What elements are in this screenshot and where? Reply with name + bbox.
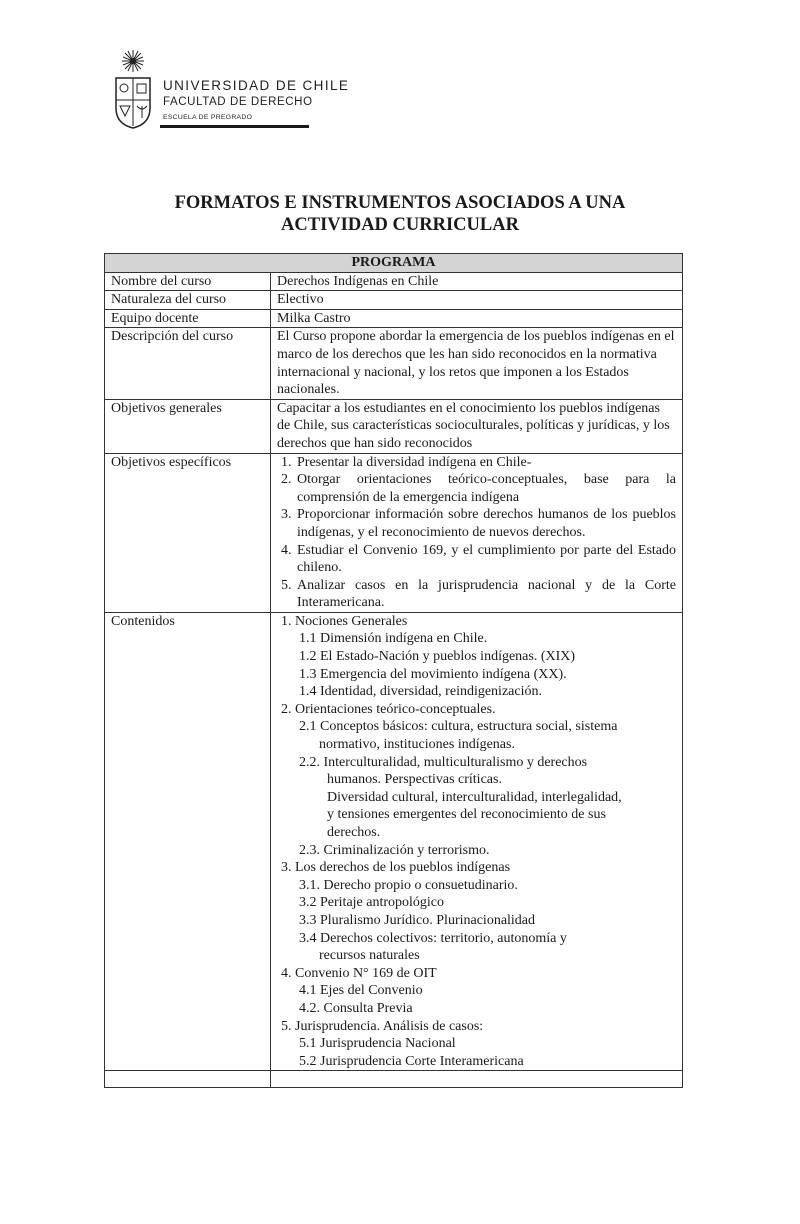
university-emblem-icon	[108, 48, 158, 132]
row-value: Electivo	[271, 291, 683, 310]
content-subsection: 5.1 Jurisprudencia Nacional	[299, 1036, 456, 1052]
item-text: Proporcionar información sobre derechos humanos de los pueblos indígenas, y el reconocimiento de nuevos derechos.	[297, 507, 676, 540]
title-line-1: FORMATOS E INSTRUMENTOS ASOCIADOS A UNA	[174, 193, 626, 213]
content-subsection-cont: humanos. Perspectivas críticas.	[327, 772, 502, 788]
faculty-name: FACULTAD DE DERECHO	[163, 96, 313, 108]
list-item	[277, 454, 676, 472]
content-subsection: 1.4 Identidad, diversidad, reindigenización.	[299, 684, 542, 700]
content-subsection-cont: y tensiones emergentes del reconocimiento de sus	[327, 807, 606, 823]
content-subsection: 2.3. Criminalización y terrorismo.	[299, 842, 490, 858]
row-label: Contenidos	[105, 612, 271, 1070]
content-subsection: 2.1 Conceptos básicos: cultura, estructura social, sistema	[299, 719, 618, 735]
table-row	[105, 272, 683, 291]
table-row	[105, 309, 683, 328]
content-subsection: 3.1. Derecho propio o consuetudinario.	[299, 877, 518, 893]
content-subsection-cont: Diversidad cultural, interculturalidad, interlegalidad,	[327, 789, 622, 805]
row-label: Naturaleza del curso	[105, 291, 271, 310]
row-value: Derechos Indígenas en Chile	[271, 272, 683, 291]
content-subsection: 5.2 Jurisprudencia Corte Interamericana	[299, 1053, 524, 1069]
content-section: 4. Convenio N° 169 de OIT	[281, 965, 437, 981]
item-number: 5.	[281, 577, 292, 593]
content-section: 1. Nociones Generales	[281, 613, 408, 629]
content-subsection: 4.1 Ejes del Convenio	[299, 983, 423, 999]
item-text: Presentar la diversidad indígena en Chile-	[297, 454, 532, 470]
document-title	[100, 192, 700, 236]
item-text: Estudiar el Convenio 169, y el cumplimiento por parte del Estado chileno.	[297, 542, 676, 576]
table-row	[105, 399, 683, 453]
empty-cell	[105, 1071, 271, 1088]
item-number: 4.	[281, 542, 292, 558]
content-subsection-cont: derechos.	[327, 825, 381, 840]
program-table	[104, 253, 683, 1088]
item-number: 2.	[281, 472, 292, 488]
table-row	[105, 612, 683, 1070]
table-row	[105, 453, 683, 612]
row-value: Capacitar a los estudiantes en el conocimiento los pueblos indígenas de Chile, sus características socioculturales, políticas y jurídicas, y los derechos que han sido reconocidos	[271, 399, 683, 453]
content-section: 5. Jurisprudencia. Análisis de casos:	[281, 1018, 484, 1034]
school-name: ESCUELA DE PREGRADO	[163, 114, 253, 121]
list-item	[277, 506, 676, 541]
content-subsection-cont: normativo, instituciones indígenas.	[319, 737, 515, 753]
university-header	[108, 48, 350, 132]
content-subsection: 1.3 Emergencia del movimiento indígena (XX).	[299, 666, 567, 682]
content-subsection: 3.2 Peritaje antropológico	[299, 895, 445, 911]
item-text: Otorgar orientaciones teórico-conceptuales, base para la comprensión de la emergencia indígena	[297, 472, 676, 505]
content-subsection: 3.3 Pluralismo Jurídico. Plurinacionalidad	[299, 912, 536, 928]
header-divider	[160, 125, 309, 128]
objectives-list	[277, 454, 676, 612]
content-subsection: 1.2 El Estado-Nación y pueblos indígenas. (XIX)	[299, 649, 576, 665]
content-subsection: 1.1 Dimensión indígena en Chile.	[299, 631, 488, 647]
row-label: Equipo docente	[105, 309, 271, 328]
content-section: 3. Los derechos de los pueblos indígenas	[281, 860, 511, 876]
contents-cell	[271, 612, 683, 1070]
content-section: 2. Orientaciones teórico-conceptuales.	[281, 701, 496, 717]
list-item	[277, 577, 676, 612]
title-line-2: ACTIVIDAD CURRICULAR	[281, 215, 519, 235]
empty-cell	[271, 1071, 683, 1088]
row-label: Nombre del curso	[105, 272, 271, 291]
table-row	[105, 328, 683, 399]
item-number: 1.	[281, 454, 292, 470]
content-subsection: 2.2. Interculturalidad, multiculturalismo y derechos	[299, 754, 588, 770]
specific-objectives-cell	[271, 453, 683, 612]
content-subsection-cont: recursos naturales	[319, 948, 420, 964]
row-value: El Curso propone abordar la emergencia de los pueblos indígenas en el marco de los derechos que les han sido reconocidos en la normativa internacional y nacional, y los retos que imponen a los Estados nacionales.	[271, 328, 683, 399]
content-subsection: 4.2. Consulta Previa	[299, 1000, 413, 1016]
list-item	[277, 471, 676, 506]
item-number: 3.	[281, 507, 292, 523]
table-heading: PROGRAMA	[105, 254, 683, 273]
row-value: Milka Castro	[271, 309, 683, 328]
row-label: Objetivos específicos	[105, 453, 271, 612]
row-label: Descripción del curso	[105, 328, 271, 399]
empty-table-row	[105, 1071, 683, 1088]
university-name: UNIVERSIDAD DE CHILE	[163, 78, 350, 93]
item-text: Analizar casos en la jurisprudencia nacional y de la Corte Interamericana.	[297, 577, 676, 611]
list-item	[277, 542, 676, 577]
content-subsection: 3.4 Derechos colectivos: territorio, autonomía y	[299, 930, 567, 946]
table-header-row	[105, 254, 683, 273]
table-row	[105, 291, 683, 310]
row-label: Objetivos generales	[105, 399, 271, 453]
